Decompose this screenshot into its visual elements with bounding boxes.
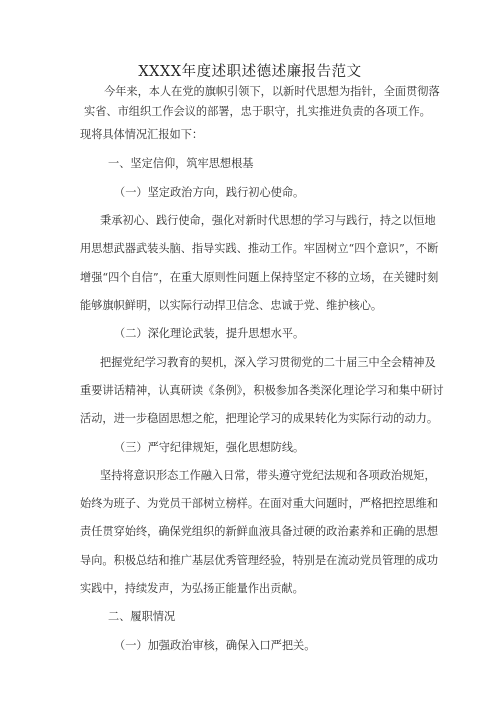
section-heading: 二、履职情况 <box>108 610 176 623</box>
paragraph-line: 实省、市组织工作会议的部署，忠于职守，扎实推进负责的各项工作。 <box>84 105 431 118</box>
section-heading: 一、坚定信仰，筑牢思想根基 <box>108 157 254 170</box>
paragraph-line: 能够旗帜鲜明，以实际行动捍卫信念、忠诚于党、维护核心。 <box>80 299 383 312</box>
paragraph-line: 实践中，持续发声，为弘扬正能量作出贡献。 <box>80 582 304 595</box>
subsection-heading: （一）坚定政治方向，践行初心使命。 <box>114 186 305 199</box>
paragraph-line: 把握党纪学习教育的契机，深入学习贯彻党的二十届三中全会精神及 <box>100 356 436 369</box>
subsection-heading: （二）深化理论武装，提升思想水平。 <box>114 327 305 340</box>
subsection-heading: （三）严守纪律规矩，强化思想防线。 <box>114 441 305 454</box>
paragraph-line: 责任贯穿始终，确保党组织的新鲜血液具备过硬的政治素养和正确的思想 <box>80 525 439 538</box>
paragraph-line: 坚持将意识形态工作融入日常，带头遵守党纪法规和各项政治规矩， <box>100 469 436 482</box>
paragraph-line: 增强“四个自信”，在重大原则性问题上保持坚定不移的立场，在关键时刻 <box>80 271 439 284</box>
paragraph-line: 现将具体情况汇报如下： <box>80 128 204 141</box>
paragraph-line: 今年来，本人在党的旗帜引领下，以新时代思想为指针，全面贯彻落 <box>104 85 440 98</box>
document-title: XXXX年度述职述德述廉报告范文 <box>138 64 362 80</box>
paragraph-line: 导向。积极总结和推广基层优秀管理经验，特别是在流动党员管理的成功 <box>80 554 439 567</box>
paragraph-line: 秉承初心、践行使命，强化对新时代思想的学习与践行，持之以恒地 <box>100 214 436 227</box>
paragraph-line: 始终为班子、为党员干部树立榜样。在面对重大问题时，严格把控思维和 <box>80 497 439 510</box>
subsection-heading: （一）加强政治审核，确保入口严把关。 <box>114 639 316 652</box>
paragraph-line: 活动，进一步稳固思想之舵，把理论学习的成果转化为实际行动的动力。 <box>80 412 439 425</box>
paragraph-line: 用思想武器武装头脑、指导实践、推动工作。牢固树立“四个意识”，不断 <box>80 242 439 255</box>
paragraph-line: 重要讲话精神，认真研读《条例》，积极参加各类深化理论学习和集中研讨 <box>80 384 444 397</box>
